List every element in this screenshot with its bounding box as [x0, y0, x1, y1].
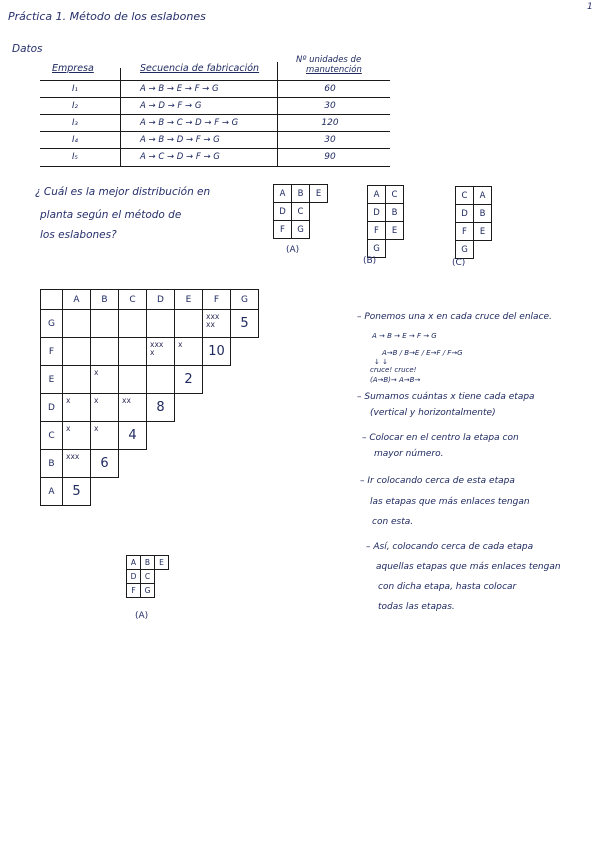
table-cell-empresa: I₄	[72, 135, 78, 145]
question-line: los eslabones?	[40, 229, 117, 241]
matrix-cell-b-a	[62, 449, 91, 478]
matrix-column-header-c: C	[118, 289, 147, 310]
matrix-total-c: 4	[118, 421, 147, 450]
layout-option-cell: C	[385, 185, 404, 204]
link-crosses: x	[94, 424, 99, 433]
layout-option-cell: E	[309, 184, 328, 203]
matrix-cell-g-b	[90, 309, 119, 338]
solution-layout-cell: G	[140, 583, 155, 598]
table-cell-secuencia: A → B → D → F → G	[140, 135, 220, 145]
column-header-unidades-line2: manutención	[306, 65, 362, 75]
matrix-row-header-f: F	[40, 337, 63, 366]
table-cell-secuencia: A → C → D → F → G	[140, 152, 220, 162]
page-title: Práctica 1. Método de los eslabones	[8, 10, 206, 23]
link-crosses: xx	[122, 396, 131, 405]
matrix-cell-g-e	[174, 309, 203, 338]
matrix-column-header-f: F	[202, 289, 231, 310]
table-cell-empresa: I₁	[72, 84, 78, 94]
matrix-cell-f-d	[146, 337, 175, 366]
layout-option-cell: F	[455, 222, 474, 241]
table-cell-empresa: I₃	[72, 118, 78, 128]
layout-option-cell: G	[455, 240, 474, 259]
page-number: 1	[587, 2, 593, 12]
note-example-links: A→B / B→E / E→F / F→G	[382, 349, 463, 357]
column-header-secuencia: Secuencia de fabricación	[140, 63, 260, 74]
note-example-sequence: A → B → E → F → G	[372, 332, 437, 340]
solution-layout-cell: E	[154, 555, 169, 570]
table-column-rule	[120, 68, 121, 166]
table-cell-unidades: 120	[321, 118, 339, 128]
matrix-row-header-e: E	[40, 365, 63, 394]
matrix-row-header-d: D	[40, 393, 63, 422]
matrix-column-header-d: D	[146, 289, 175, 310]
production-table	[40, 55, 390, 170]
note-example-pairs: (A→B)→ A→B→	[370, 376, 421, 384]
table-cell-unidades: 90	[324, 152, 336, 162]
note-step2: – Sumamos cuántas x tiene cada etapa	[357, 392, 535, 402]
question-line: ¿ Cuál es la mejor distribución en	[35, 186, 211, 198]
link-crosses: xxx	[66, 452, 80, 461]
link-crosses: x	[94, 368, 99, 377]
link-crosses: x	[66, 424, 71, 433]
table-header-rule	[40, 80, 390, 81]
link-crosses: x	[94, 396, 99, 405]
matrix-total-a: 5	[62, 477, 91, 506]
matrix-total-f: 10	[202, 337, 231, 366]
matrix-cell-g-f	[202, 309, 231, 338]
note-example-arrows: ↓ ↓	[374, 358, 388, 366]
solution-layout-cell: F	[126, 583, 141, 598]
matrix-cell-e-d	[146, 365, 175, 394]
layout-option-cell: A	[473, 186, 492, 205]
layout-option-cell: G	[291, 220, 310, 239]
datos-label: Datos	[12, 43, 43, 55]
layout-option-cell: A	[367, 185, 386, 204]
matrix-cell-e-a	[62, 365, 91, 394]
table-cell-empresa: I₅	[72, 152, 78, 162]
matrix-cell-c-a	[62, 421, 91, 450]
matrix-cell-c-b	[90, 421, 119, 450]
note-step5: con dicha etapa, hasta colocar	[378, 582, 517, 592]
matrix-column-header-a: A	[62, 289, 91, 310]
layout-option-cell: C	[455, 186, 474, 205]
matrix-row-header-c: C	[40, 421, 63, 450]
note-step3: mayor número.	[374, 449, 444, 459]
matrix-cell-e-b	[90, 365, 119, 394]
matrix-cell-f-e	[174, 337, 203, 366]
matrix-column-header-g: G	[230, 289, 259, 310]
solution-layout-label: (A)	[135, 611, 149, 621]
layout-option-cell: B	[473, 204, 492, 223]
note-step3: – Colocar en el centro la etapa con	[362, 433, 519, 443]
table-cell-secuencia: A → B → E → F → G	[140, 84, 219, 94]
link-crosses: xxx xx	[206, 312, 220, 329]
matrix-corner-cell	[40, 289, 63, 310]
layout-option-cell: A	[273, 184, 292, 203]
note-step2: (vertical y horizontalmente)	[370, 408, 496, 418]
matrix-row-header-g: G	[40, 309, 63, 338]
layout-option-cell: E	[385, 221, 404, 240]
matrix-cell-d-a	[62, 393, 91, 422]
question-line: planta según el método de	[40, 209, 182, 221]
matrix-cell-f-a	[62, 337, 91, 366]
matrix-cell-g-d	[146, 309, 175, 338]
layout-option-cell: G	[367, 239, 386, 258]
layout-option-cell: C	[291, 202, 310, 221]
solution-layout-cell: B	[140, 555, 155, 570]
layout-option-label: (B)	[363, 256, 377, 266]
layout-option-cell: D	[455, 204, 474, 223]
matrix-total-d: 8	[146, 393, 175, 422]
matrix-cell-d-b	[90, 393, 119, 422]
table-row-rule	[40, 166, 390, 167]
table-row-rule	[40, 97, 390, 98]
matrix-total-g: 5	[230, 309, 259, 338]
solution-layout-cell: C	[140, 569, 155, 584]
matrix-column-header-b: B	[90, 289, 119, 310]
note-example-cross: cruce! cruce!	[370, 366, 417, 374]
note-step5: aquellas etapas que más enlaces tengan	[376, 562, 561, 572]
matrix-cell-g-c	[118, 309, 147, 338]
matrix-cell-f-c	[118, 337, 147, 366]
table-cell-unidades: 30	[324, 101, 336, 111]
matrix-cell-d-c	[118, 393, 147, 422]
note-step4: con esta.	[372, 517, 414, 527]
table-cell-secuencia: A → D → F → G	[140, 101, 202, 111]
link-crosses: xxx x	[150, 340, 164, 357]
layout-option-cell: D	[273, 202, 292, 221]
note-step4: las etapas que más enlaces tengan	[370, 497, 530, 507]
link-crosses: x	[178, 340, 183, 349]
layout-option-cell: D	[367, 203, 386, 222]
matrix-row-header-b: B	[40, 449, 63, 478]
matrix-cell-g-a	[62, 309, 91, 338]
link-crosses: x	[66, 396, 71, 405]
table-cell-unidades: 30	[324, 135, 336, 145]
solution-layout-cell: D	[126, 569, 141, 584]
note-step1: – Ponemos una x en cada cruce del enlace.	[357, 312, 552, 322]
table-cell-empresa: I₂	[72, 101, 78, 111]
layout-option-cell: E	[473, 222, 492, 241]
matrix-total-e: 2	[174, 365, 203, 394]
table-column-rule	[277, 62, 278, 166]
column-header-empresa: Empresa	[52, 63, 94, 74]
table-row-rule	[40, 131, 390, 132]
column-header-unidades-line1: Nº unidades de	[296, 55, 362, 65]
layout-option-cell: B	[385, 203, 404, 222]
layout-option-label: (A)	[286, 245, 300, 255]
table-cell-secuencia: A → B → C → D → F → G	[140, 118, 239, 128]
solution-layout-cell: A	[126, 555, 141, 570]
matrix-cell-e-c	[118, 365, 147, 394]
note-step4: – Ir colocando cerca de esta etapa	[360, 476, 515, 486]
table-row-rule	[40, 148, 390, 149]
matrix-total-b: 6	[90, 449, 119, 478]
note-step5: todas las etapas.	[378, 602, 455, 612]
layout-option-label: (C)	[452, 258, 466, 268]
matrix-column-header-e: E	[174, 289, 203, 310]
layout-option-cell: F	[273, 220, 292, 239]
table-cell-unidades: 60	[324, 84, 336, 94]
note-step5: – Así, colocando cerca de cada etapa	[366, 542, 534, 552]
layout-option-cell: F	[367, 221, 386, 240]
matrix-row-header-a: A	[40, 477, 63, 506]
table-row-rule	[40, 114, 390, 115]
layout-option-cell: B	[291, 184, 310, 203]
matrix-cell-f-b	[90, 337, 119, 366]
